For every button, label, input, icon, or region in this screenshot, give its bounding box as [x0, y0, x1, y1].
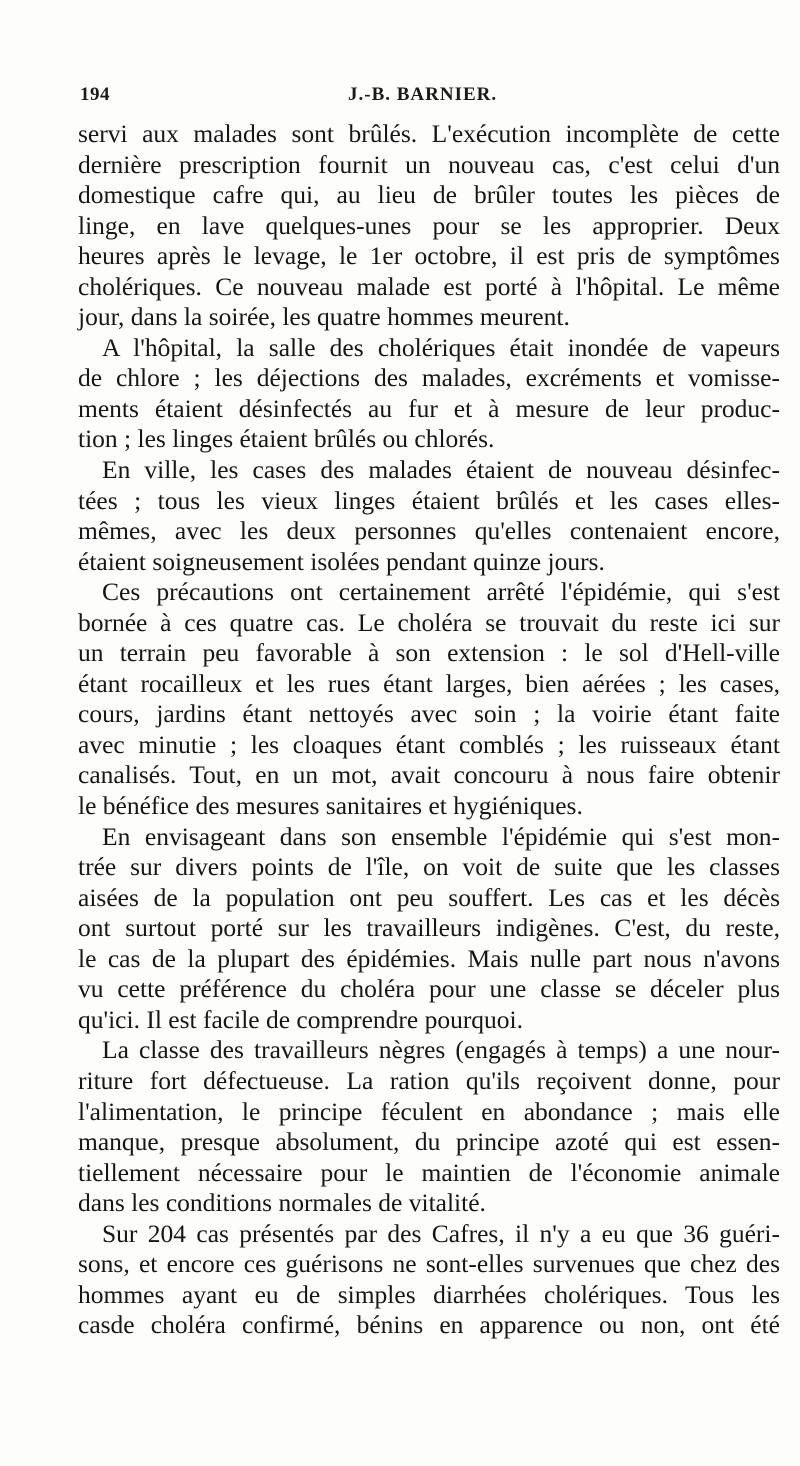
- paragraph: [78, 822, 780, 1036]
- paragraph: [78, 455, 780, 577]
- text-line: La classe des travailleurs nègres (engagés à temps) a une nour-: [102, 1035, 780, 1065]
- body-text: [78, 119, 780, 1341]
- text-line: tiellement nécessaire pour le maintien de l'économie animale: [78, 1157, 780, 1187]
- paragraph: [78, 1219, 780, 1341]
- paragraph: [78, 1035, 780, 1218]
- text-line: ont surtout porté sur les travailleurs indigènes. C'est, du reste,: [78, 913, 780, 943]
- running-head: J.-B. BARNIER.: [348, 84, 498, 105]
- paragraph: [78, 333, 780, 455]
- text-line: tion ; les linges étaient brûlés ou chlorés.: [78, 424, 495, 454]
- text-line: jour, dans la soirée, les quatre hommes meurent.: [78, 302, 570, 332]
- text-line: Sur 204 cas présentés par des Cafres, il n'y a eu que 36 guéri-: [102, 1218, 780, 1248]
- paragraph: [78, 577, 780, 821]
- text-line: mêmes, avec les deux personnes qu'elles contenaient encore,: [78, 516, 780, 546]
- text-line: heures après le levage, le 1er octobre, il est pris de symptômes: [78, 241, 780, 271]
- text-line: trée sur divers points de l'île, on voit de suite que les classes: [78, 852, 780, 882]
- text-line: vu cette préférence du choléra pour une classe se déceler plus: [78, 974, 780, 1004]
- text-line: aisées de la population ont peu souffert. Les cas et les décès: [78, 882, 780, 912]
- text-line: étant rocailleux et les rues étant larges, bien aérées ; les cases,: [78, 668, 780, 698]
- text-line: avec minutie ; les cloaques étant comblés ; les ruisseaux étant: [78, 729, 780, 759]
- text-line: servi aux malades sont brûlés. L'exécution incomplète de cette: [78, 119, 780, 148]
- text-line: cholériques. Ce nouveau malade est porté à l'hôpital. Le même: [78, 271, 780, 301]
- text-line: sons, et encore ces guérisons ne sont-elles survenues que chez des: [78, 1249, 780, 1279]
- text-line: ments étaient désinfectés au fur et à mesure de leur produc-: [78, 393, 780, 423]
- text-line: A l'hôpital, la salle des cholériques était inondée de vapeurs: [102, 332, 780, 362]
- paragraph: [78, 119, 780, 333]
- text-line: un terrain peu favorable à son extension : le sol d'Hell-ville: [78, 638, 780, 668]
- text-line: cours, jardins étant nettoyés avec soin ; la voirie étant faite: [78, 699, 780, 729]
- text-line: hommes ayant eu de simples diarrhées cholériques. Tous les: [78, 1279, 780, 1309]
- text-line: le cas de la plupart des épidémies. Mais nulle part nous n'avons: [78, 943, 780, 973]
- text-line: riture fort défectueuse. La ration qu'ils reçoivent donne, pour: [78, 1065, 780, 1095]
- text-line: dernière prescription fournit un nouveau cas, c'est celui d'un: [78, 149, 780, 179]
- text-line: le bénéfice des mesures sanitaires et hygiéniques.: [78, 791, 583, 821]
- text-line: canalisés. Tout, en un mot, avait concouru à nous faire obtenir: [78, 760, 780, 790]
- text-line: étaient soigneusement isolées pendant quinze jours.: [78, 546, 605, 576]
- text-line: manque, presque absolument, du principe azoté qui est essen-: [78, 1127, 780, 1157]
- text-line: tées ; tous les vieux linges étaient brûlés et les cases elles-: [78, 485, 780, 515]
- page-number: 194: [80, 84, 110, 105]
- text-line: linge, en lave quelques-unes pour se les approprier. Deux: [78, 210, 780, 240]
- text-line: l'alimentation, le principe féculent en abondance ; mais elle: [78, 1096, 780, 1126]
- text-line: En envisageant dans son ensemble l'épidémie qui s'est mon-: [102, 821, 780, 851]
- text-line: En ville, les cases des malades étaient de nouveau désinfec-: [102, 455, 780, 485]
- text-line: qu'ici. Il est facile de comprendre pourquoi.: [78, 1004, 524, 1034]
- text-line: domestique cafre qui, au lieu de brûler toutes les pièces de: [78, 180, 780, 210]
- text-line: casde choléra confirmé, bénins en apparence ou non, ont été: [78, 1310, 780, 1340]
- text-line: Ces précautions ont certainement arrêté l'épidémie, qui s'est: [102, 577, 780, 607]
- text-line: bornée à ces quatre cas. Le choléra se trouvait du reste ici sur: [78, 607, 780, 637]
- page-header: [80, 82, 780, 112]
- text-line: de chlore ; les déjections des malades, excréments et vomisse-: [78, 363, 780, 393]
- text-line: dans les conditions normales de vitalité.: [78, 1188, 486, 1218]
